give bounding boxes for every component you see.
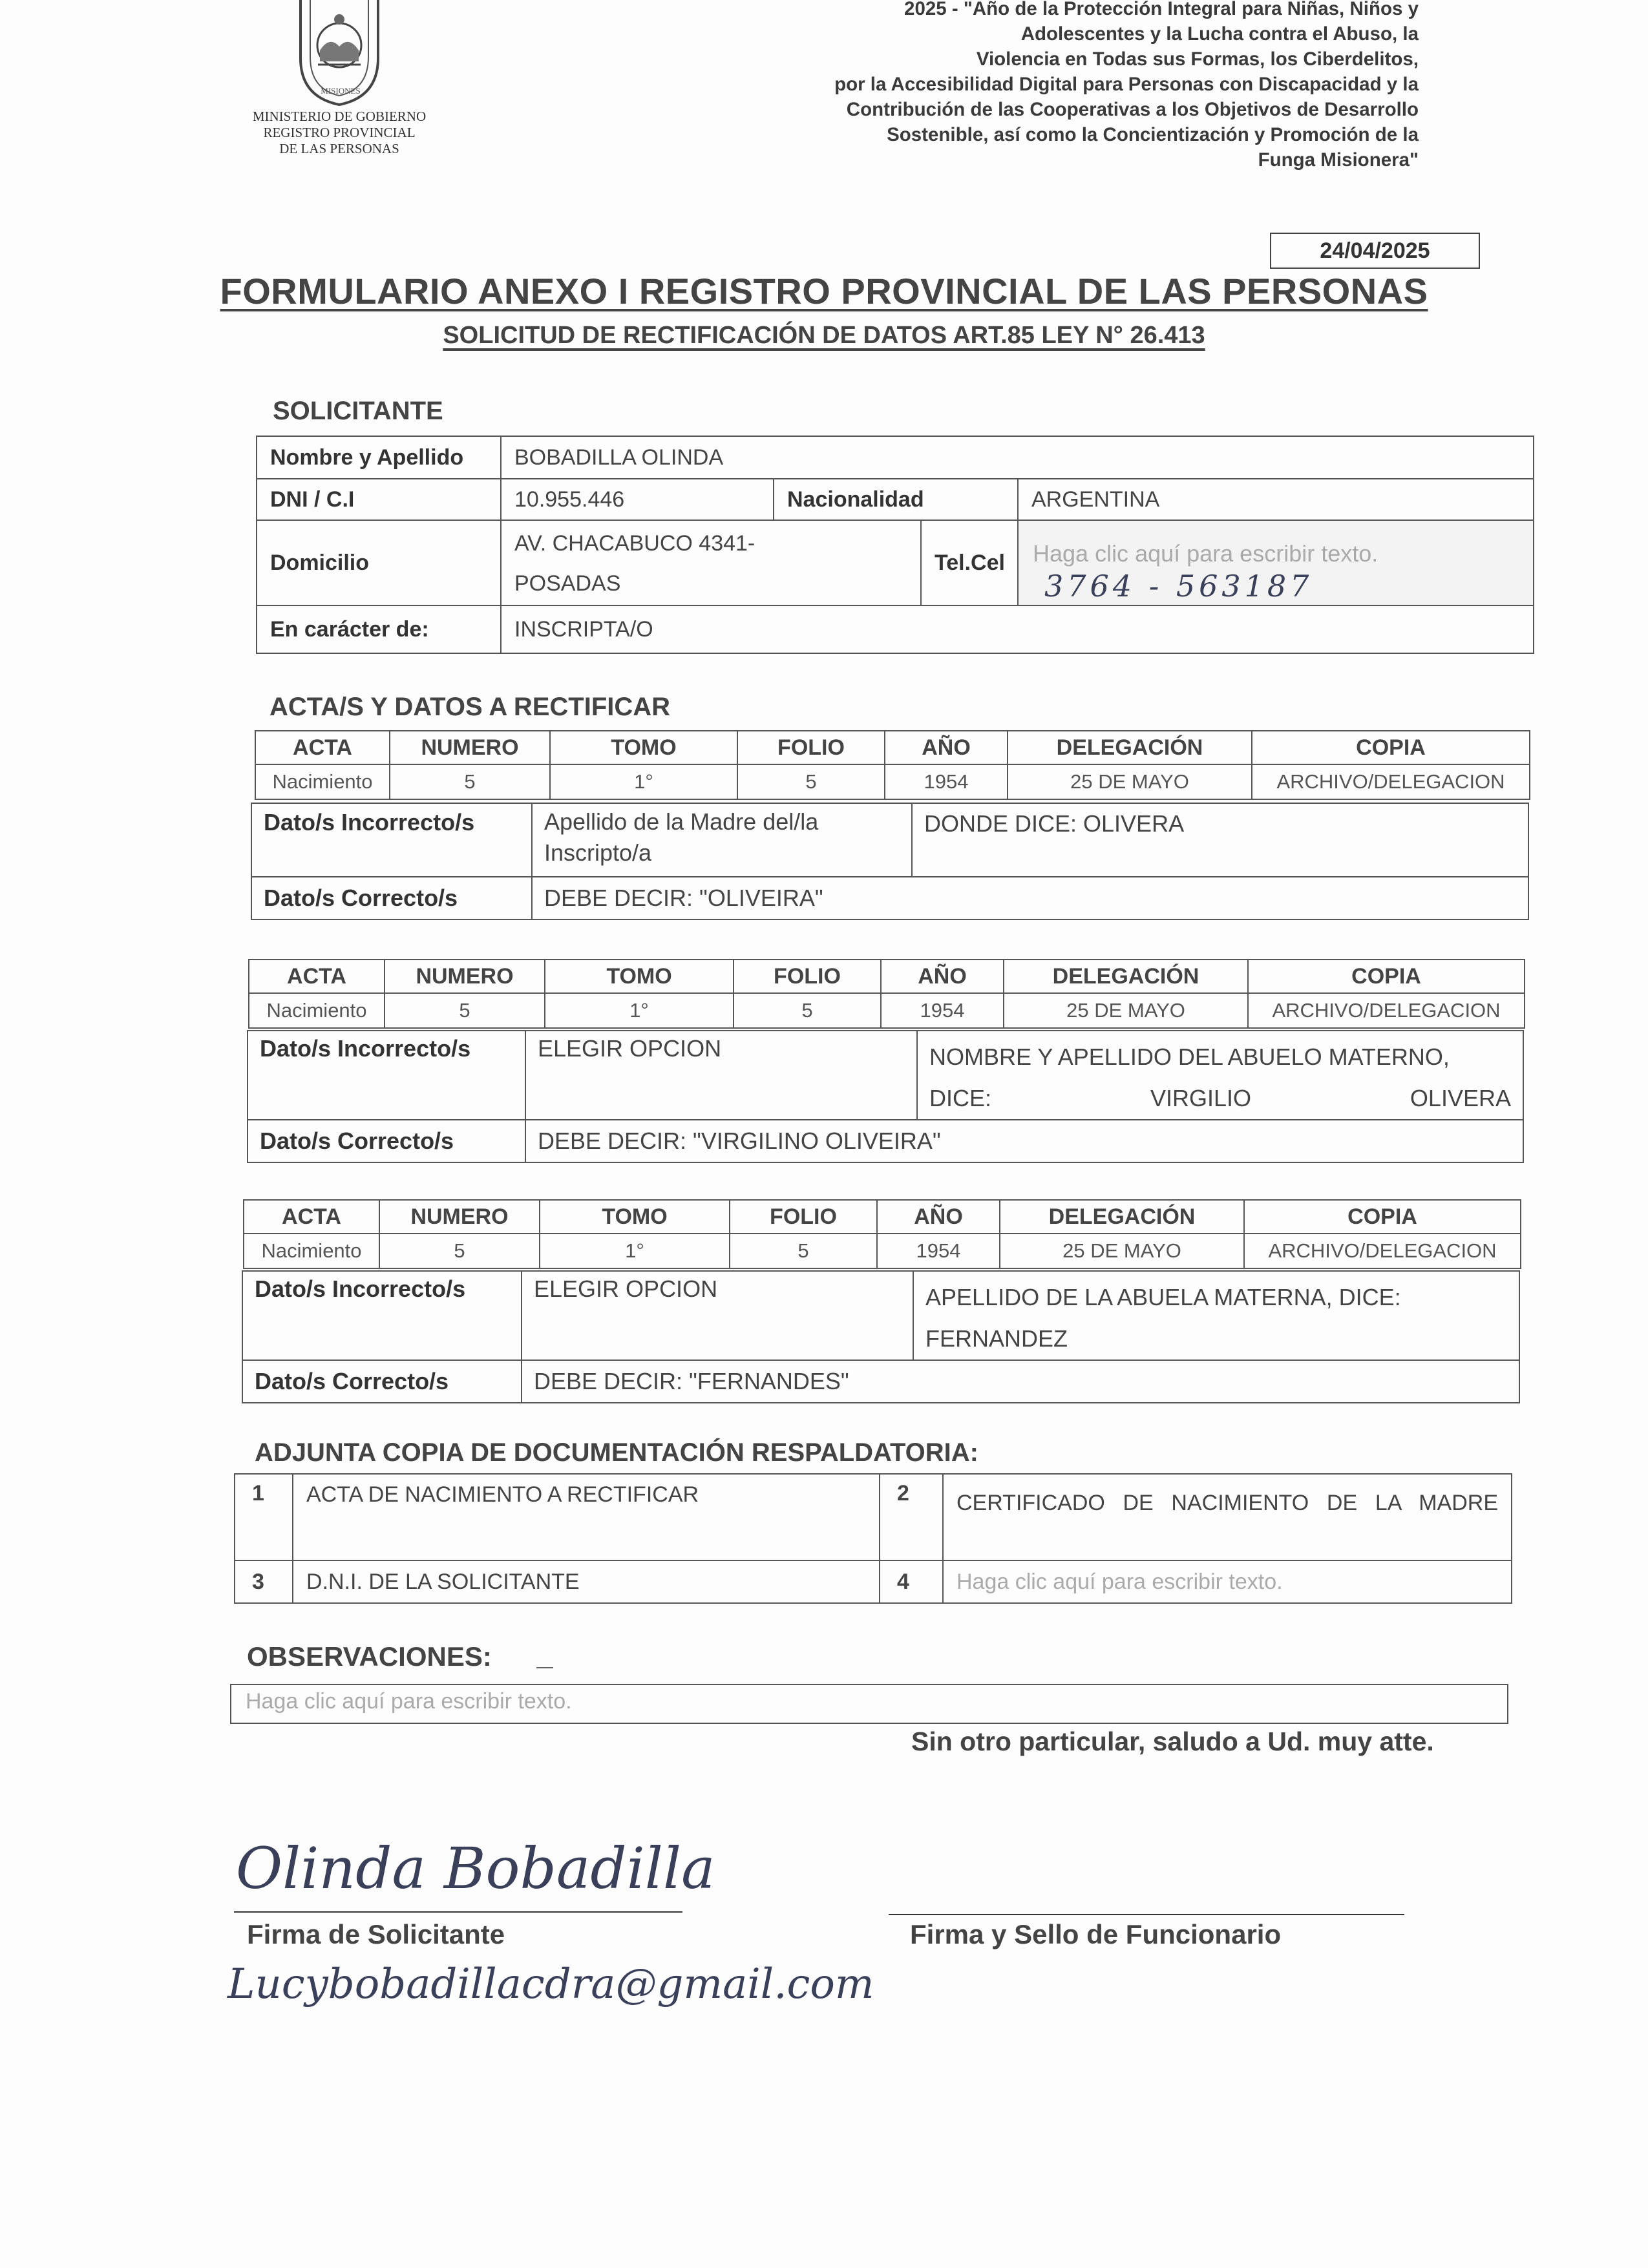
acta-field[interactable]: Nacimiento	[244, 1234, 379, 1268]
form-subtitle	[0, 322, 1648, 350]
motto-line: por la Accesibilidad Digital para Personas con Discapacidad y la	[834, 74, 1419, 95]
doc-field-2[interactable]	[943, 1474, 1512, 1560]
header-copia: COPIA	[1252, 731, 1530, 764]
header-delegacion: DELEGACIÓN	[1008, 731, 1252, 764]
handwritten-email: Lucybobadillacdra@gmail.com	[227, 1960, 874, 2008]
doc-field-3[interactable]: D.N.I. DE LA SOLICITANTE	[293, 1560, 880, 1603]
header-tomo: TOMO	[545, 960, 734, 993]
doc-number: 3	[235, 1560, 293, 1603]
header-folio: FOLIO	[730, 1200, 877, 1234]
anio-field[interactable]: 1954	[885, 764, 1008, 799]
header-delegacion: DELEGACIÓN	[1000, 1200, 1244, 1234]
numero-field[interactable]: 5	[390, 764, 550, 799]
year-motto	[772, 0, 1419, 173]
header-folio: FOLIO	[737, 731, 885, 764]
copia-field[interactable]: ARCHIVO/DELEGACION	[1252, 764, 1530, 799]
option-select[interactable]: ELEGIR OPCION	[525, 1031, 917, 1120]
motto-line: Sostenible, así como la Concientización y Promoción de la	[887, 124, 1419, 145]
incorrect-field[interactable]	[913, 1271, 1519, 1360]
header-acta: ACTA	[244, 1200, 379, 1234]
header-numero: NUMERO	[385, 960, 545, 993]
incorrect-label: Dato/s Incorrecto/s	[251, 803, 532, 877]
motto-line: Funga Misionera"	[1258, 149, 1419, 171]
seal-ring-text	[226, 83, 455, 99]
observaciones-label: OBSERVACIONES:	[247, 1641, 492, 1672]
header-copia: COPIA	[1244, 1200, 1521, 1234]
copia-field[interactable]: ARCHIVO/DELEGACION	[1244, 1234, 1521, 1268]
folio-field[interactable]: 5	[734, 993, 881, 1028]
incorrect-field[interactable]	[917, 1031, 1523, 1120]
correct-label: Dato/s Correcto/s	[248, 1120, 525, 1162]
correct-field[interactable]: DEBE DECIR: "FERNANDES"	[522, 1360, 1519, 1403]
adjunta-section-title: ADJUNTA COPIA DE DOCUMENTACIÓN RESPALDATORIA:	[255, 1438, 978, 1467]
nombre-label: Nombre y Apellido	[257, 436, 501, 479]
solicitante-table	[256, 436, 1534, 654]
caracter-field[interactable]: INSCRIPTA/O	[501, 605, 1534, 653]
header-acta: ACTA	[255, 731, 390, 764]
option-select[interactable]: ELEGIR OPCION	[522, 1271, 913, 1360]
dni-field[interactable]: 10.955.446	[501, 479, 774, 520]
acta-1-table	[255, 730, 1530, 800]
form-title-text: FORMULARIO ANEXO I REGISTRO PROVINCIAL DE LAS PERSONAS	[220, 271, 1428, 311]
seal-ring-word: MISIONES	[321, 86, 361, 96]
header-anio: AÑO	[877, 1200, 1000, 1234]
delegacion-field[interactable]: 25 DE MAYO	[1008, 764, 1252, 799]
ministry-block	[239, 109, 439, 157]
actas-section-title: ACTA/S Y DATOS A RECTIFICAR	[269, 693, 671, 721]
header-tomo: TOMO	[550, 731, 737, 764]
folio-field[interactable]: 5	[737, 764, 885, 799]
correct-label: Dato/s Correcto/s	[251, 877, 532, 919]
motto-line: 2025 - "Año de la Protección Integral para Niñas, Niños y	[904, 0, 1419, 19]
option-select[interactable]	[532, 803, 912, 877]
incorrect-field[interactable]: DONDE DICE: OLIVERA	[912, 803, 1528, 877]
incorrect-label: Dato/s Incorrecto/s	[248, 1031, 525, 1120]
copia-field[interactable]: ARCHIVO/DELEGACION	[1248, 993, 1525, 1028]
funcionario-signature-label: Firma y Sello de Funcionario	[910, 1919, 1282, 1949]
doc-field-2-value: CERTIFICADO DE NACIMIENTO DE LA MADRE	[956, 1491, 1498, 1515]
doc-number: 1	[235, 1474, 293, 1560]
solicitante-signature-label: Firma de Solicitante	[247, 1919, 505, 1949]
correct-label: Dato/s Correcto/s	[242, 1360, 522, 1403]
tomo-field[interactable]: 1°	[540, 1234, 730, 1268]
motto-line: Violencia en Todas sus Formas, los Ciberdelitos,	[976, 48, 1419, 70]
doc-field-4[interactable]: Haga clic aquí para escribir texto.	[943, 1560, 1512, 1603]
form-subtitle-text: SOLICITUD DE RECTIFICACIÓN DE DATOS ART.85 LEY N° 26.413	[443, 322, 1205, 349]
acta-field[interactable]: Nacimiento	[249, 993, 385, 1028]
option-value: Apellido de la Madre del/la Inscripto/a	[544, 808, 819, 866]
date-field[interactable]: 24/04/2025	[1270, 233, 1480, 269]
acta-2-datos	[247, 1030, 1524, 1163]
header-anio: AÑO	[881, 960, 1004, 993]
dash-mark	[536, 1667, 553, 1668]
header-folio: FOLIO	[734, 960, 881, 993]
numero-field[interactable]: 5	[379, 1234, 540, 1268]
delegacion-field[interactable]: 25 DE MAYO	[1004, 993, 1248, 1028]
adjunta-table	[234, 1473, 1512, 1604]
telcel-handwritten-number: 3764 - 563187	[1044, 569, 1313, 604]
header-tomo: TOMO	[540, 1200, 730, 1234]
correct-field[interactable]: DEBE DECIR: "OLIVEIRA"	[532, 877, 1528, 919]
closing-text: Sin otro particular, saludo a Ud. muy atte.	[911, 1727, 1434, 1756]
domicilio-label: Domicilio	[257, 520, 501, 605]
telcel-label: Tel.Cel	[920, 521, 1017, 605]
telcel-field[interactable]	[1018, 520, 1534, 605]
domicilio-line-2: POSADAS	[514, 571, 621, 596]
header-copia: COPIA	[1248, 960, 1525, 993]
header-anio: AÑO	[885, 731, 1008, 764]
acta-1-datos	[251, 803, 1529, 920]
anio-field[interactable]: 1954	[877, 1234, 1000, 1268]
acta-3-table	[243, 1199, 1521, 1269]
handwritten-signature: Olinda Bobadilla	[236, 1835, 715, 1902]
nacionalidad-field[interactable]: ARGENTINA	[1018, 479, 1534, 520]
incorrect-value: APELLIDO DE LA ABUELA MATERNA, DICE: FERNANDEZ	[925, 1284, 1401, 1352]
observaciones-field[interactable]: Haga clic aquí para escribir texto.	[230, 1684, 1508, 1724]
dni-label: DNI / C.I	[257, 479, 501, 520]
domicilio-line-1: AV. CHACABUCO 4341-	[514, 531, 755, 556]
domicilio-tel-cell	[501, 520, 1018, 605]
numero-field[interactable]: 5	[385, 993, 545, 1028]
form-title	[0, 270, 1648, 312]
ministry-line-2: REGISTRO PROVINCIAL	[263, 125, 416, 140]
nombre-field[interactable]: BOBADILLA OLINDA	[501, 436, 1534, 479]
telcel-placeholder: Haga clic aquí para escribir texto.	[1033, 540, 1379, 567]
funcionario-signature-line	[889, 1914, 1404, 1915]
motto-line: Contribución de las Cooperativas a los Objetivos de Desarrollo	[846, 99, 1419, 120]
header-numero: NUMERO	[379, 1200, 540, 1234]
header-delegacion: DELEGACIÓN	[1004, 960, 1248, 993]
delegacion-field[interactable]: 25 DE MAYO	[1000, 1234, 1244, 1268]
solicitante-signature-line	[234, 1911, 682, 1913]
solicitante-section-title: SOLICITANTE	[273, 397, 443, 425]
motto-line: Adolescentes y la Lucha contra el Abuso, la	[1020, 23, 1419, 45]
doc-number: 2	[880, 1474, 943, 1560]
nacionalidad-label: Nacionalidad	[774, 479, 1018, 520]
incorrect-value: NOMBRE Y APELLIDO DEL ABUELO MATERNO, DICE: VIRGILIO OLIVERA	[929, 1044, 1511, 1111]
acta-3-datos	[242, 1270, 1520, 1403]
acta-2-table	[248, 959, 1525, 1029]
acta-field[interactable]: Nacimiento	[255, 764, 390, 799]
header-acta: ACTA	[249, 960, 385, 993]
doc-field-1[interactable]: ACTA DE NACIMIENTO A RECTIFICAR	[293, 1474, 880, 1560]
tomo-field[interactable]: 1°	[545, 993, 734, 1028]
incorrect-label: Dato/s Incorrecto/s	[242, 1271, 522, 1360]
anio-field[interactable]: 1954	[881, 993, 1004, 1028]
ministry-line-1: MINISTERIO DE GOBIERNO	[252, 109, 427, 124]
header-numero: NUMERO	[390, 731, 550, 764]
doc-number: 4	[880, 1560, 943, 1603]
ministry-line-3: DE LAS PERSONAS	[279, 141, 399, 156]
folio-field[interactable]: 5	[730, 1234, 877, 1268]
caracter-label: En carácter de:	[257, 605, 501, 653]
tomo-field[interactable]: 1°	[550, 764, 737, 799]
correct-field[interactable]: DEBE DECIR: "VIRGILINO OLIVEIRA"	[525, 1120, 1523, 1162]
domicilio-field[interactable]	[502, 521, 920, 605]
